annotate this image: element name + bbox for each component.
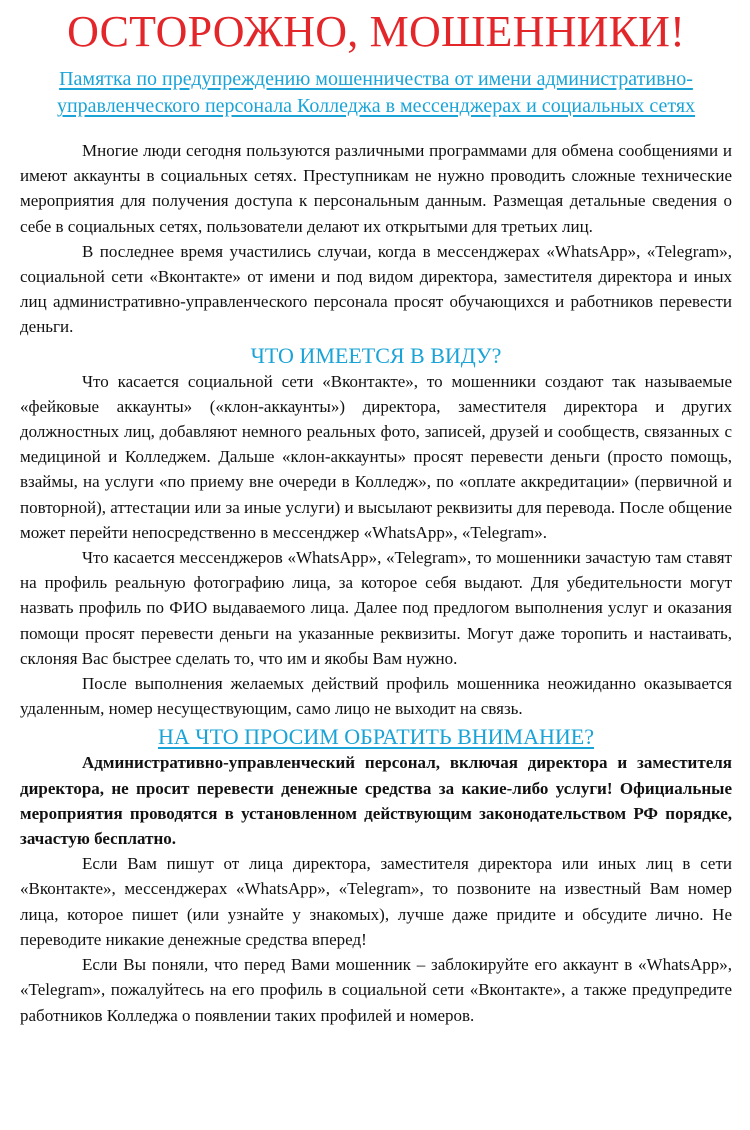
intro-paragraph-1: Многие люди сегодня пользуются различными программами для обмена сообщениями и имеют аккаунты в социальных сетях. Преступникам не нужно проводить сложные технические мероприятия для получения доступа к персональным данным. Размещая детальные сведения о себе в социальных сетях, пользователи делают их открытыми для третьих лиц. (20, 141, 732, 236)
section2-paragraph-block: Если Вы поняли, что перед Вами мошенник – заблокируйте его аккаунт в «WhatsApp», «Telegram», пожалуйтесь на его профиль в социальной сети «Вконтакте», а также предупредите работников Колледжа о появлении таких профилей и номеров. (20, 955, 732, 1025)
page-subtitle: Памятка по предупреждению мошенничества от имени административно-управленческого персонала Колледжа в мессенджерах и социальных сетях (56, 68, 696, 117)
page-title: ОСТОРОЖНО, МОШЕННИКИ! (67, 7, 685, 56)
intro-paragraph-2: В последнее время участились случаи, когда в мессенджерах «WhatsApp», «Telegram», социальной сети «Вконтакте» от имени и под видом директора, заместителя директора и иных лиц административно-управленческого персонала просят обучающихся и работников перевести деньги. (20, 241, 732, 337)
section2-paragraph-call: Если Вам пишут от лица директора, заместителя директора или иных лиц в сети «Вконтакте», мессенджерах «WhatsApp», «Telegram», то позвоните на известный Вам номер лица, которое пишет (или узнайте у знакомых), лучше даже придите и обсудите лично. Не переводите никакие денежные средства вперед! (20, 854, 732, 949)
section2-bold-warning: Административно-управленческий персонал, включая директора и заместителя директора, не просит перевести денежные средства за какие-либо услуги! Официальные мероприятия проводятся в установленном действующим законодательством РФ порядке, зачастую бесплатно. (20, 753, 732, 849)
section1-paragraph-after: После выполнения желаемых действий профиль мошенника неожиданно оказывается удаленным, номер несуществующим, само лицо не выходит на связь. (20, 674, 732, 719)
section-heading-attention: НА ЧТО ПРОСИМ ОБРАТИТЬ ВНИМАНИЕ? (158, 724, 594, 750)
section1-paragraph-vkontakte: Что касается социальной сети «Вконтакте», то мошенники создают так называемые «фейковые аккаунты» («клон-аккаунты») директора, заместителя директора и других должностных лиц, добавляют немного реальных фото, записей, друзей и сообществ, связанных с медициной и Колледжем. Дальше «клон-аккаунты» просят перевести деньги (просто помощь, взаймы, на услуги «по приему вне очереди в Колледж», по «оплате аккредитации» (первичной и повторной), аттестации или за иные услуги) и высылают реквизиты для перевода. После общение может перейти непосредственно в мессенджер «WhatsApp», «Telegram». (20, 371, 732, 542)
section1-paragraph-messengers: Что касается мессенджеров «WhatsApp», «Telegram», то мошенники зачастую там ставят на профиль реальную фотографию лица, за которое себя выдают. Для убедительности могут назвать профиль по ФИО выдаваемого лица. Далее под предлогом выполнения услуг и оказания помощи просят перевести деньги на указанные реквизиты. Могут даже торопить и настаивать, склоняя Вас быстрее сделать то, что им и якобы Вам нужно. (20, 548, 732, 668)
section-heading-what-is-meant: ЧТО ИМЕЕТСЯ В ВИДУ? (250, 342, 502, 368)
